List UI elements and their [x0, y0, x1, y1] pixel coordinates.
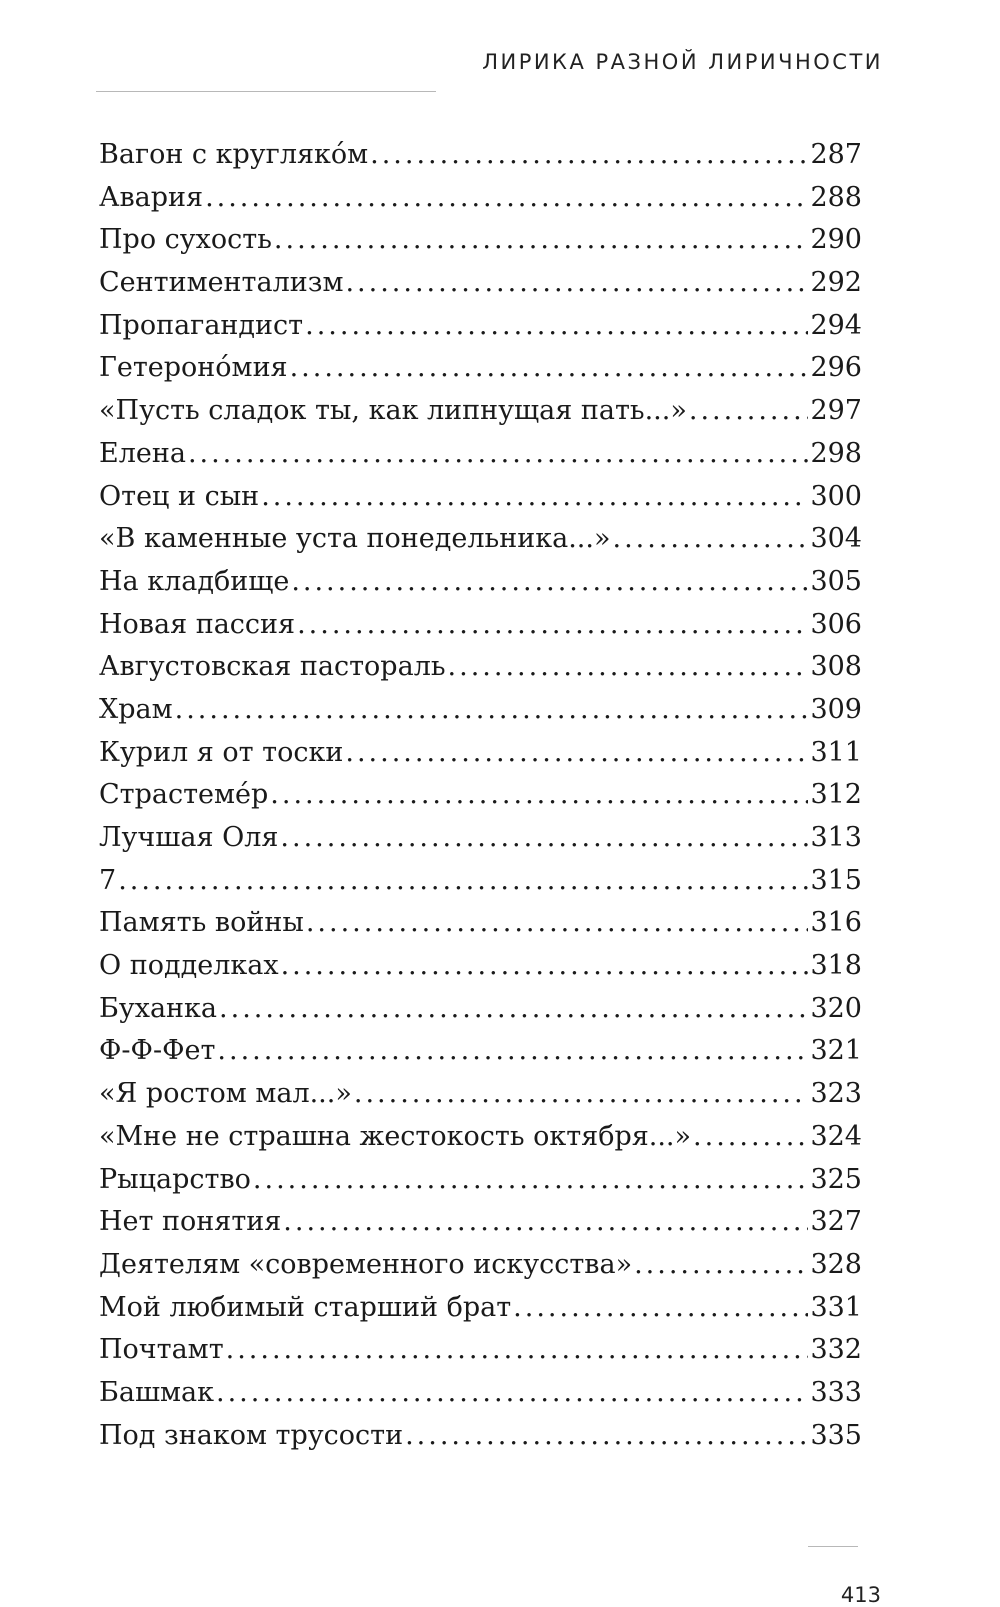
toc-entry: [99, 907, 862, 950]
dot-leader: [345, 737, 808, 768]
toc-entry-title: Под знаком трусости: [99, 1419, 404, 1451]
dot-leader: [216, 1377, 808, 1408]
toc-entry-title: Храм: [99, 693, 173, 725]
page-number: 413: [840, 1583, 881, 1607]
toc-entry: [99, 1206, 862, 1249]
toc-entry-title: «Пусть сладок ты, как липнущая пать...»: [99, 395, 687, 427]
toc-entry: [99, 737, 862, 780]
dot-leader: [689, 395, 809, 426]
toc-entry: [99, 395, 862, 438]
toc-entry-title: Елена: [99, 437, 186, 469]
dot-leader: [219, 993, 808, 1024]
toc-entry: [99, 352, 862, 395]
dot-leader: [118, 865, 808, 896]
toc-entry-title: Рыцарство: [99, 1163, 251, 1195]
toc-entry-title: Память войны: [99, 907, 304, 939]
dot-leader: [370, 139, 808, 170]
toc-entry-title: «Мне не страшна жестокость октября...»: [99, 1120, 692, 1152]
dot-leader: [513, 1292, 808, 1323]
toc-entry: [99, 694, 862, 737]
toc-entry-page: 325: [810, 1163, 862, 1195]
toc-entry-page: 290: [810, 224, 862, 256]
toc-entry-page: 327: [810, 1206, 862, 1238]
toc-entry-page: 316: [810, 907, 862, 939]
toc-entry: [99, 822, 862, 865]
dot-leader: [306, 907, 809, 938]
toc-entry-page: 328: [810, 1248, 862, 1280]
dot-leader: [175, 694, 809, 725]
dot-leader: [280, 822, 808, 853]
toc-entry: [99, 1292, 862, 1335]
toc-entry-page: 288: [810, 181, 862, 213]
toc-entry-page: 315: [810, 864, 862, 896]
dot-leader: [261, 481, 808, 512]
toc-entry-page: 297: [810, 395, 862, 427]
toc-entry-page: 324: [810, 1120, 862, 1152]
toc-entry-page: 306: [810, 608, 862, 640]
toc-entry-title: 7: [99, 864, 117, 896]
toc-entry-title: Деятелям «современного искусства»: [99, 1248, 633, 1280]
toc-entry: [99, 651, 862, 694]
toc-entry-title: Вагон с кругляко́м: [99, 139, 369, 170]
toc-entry: [99, 310, 862, 353]
toc-entry: [99, 224, 862, 267]
toc-entry: [99, 1121, 862, 1164]
toc-entry-title: Новая пассия: [99, 608, 296, 640]
toc-entry: [99, 950, 862, 993]
dot-leader: [283, 1206, 808, 1237]
toc-entry-page: 318: [810, 950, 862, 982]
dot-leader: [297, 609, 808, 640]
dot-leader: [634, 1249, 808, 1280]
toc-entry: [99, 865, 862, 908]
toc-entry-page: 335: [810, 1419, 862, 1451]
toc-entry-page: 296: [810, 352, 862, 384]
dot-leader: [354, 1078, 809, 1109]
running-head: ЛИРИКА РАЗНОЙ ЛИРИЧНОСТИ: [482, 50, 883, 74]
dot-leader: [188, 438, 809, 469]
toc-entry-page: 311: [810, 736, 862, 768]
toc-entry-title: На кладбище: [99, 565, 290, 597]
toc-entry-title: Пропагандист: [99, 309, 304, 341]
toc-entry-title: Мой любимый старший брат: [99, 1291, 512, 1323]
toc-entry-title: Ф-Ф-Фет: [99, 1035, 216, 1067]
toc-entry: [99, 779, 862, 822]
toc-entry-page: 321: [810, 1035, 862, 1067]
toc-entry-page: 313: [810, 822, 862, 853]
toc-entry-title: «Я ростом мал...»: [99, 1078, 352, 1110]
toc-entry-page: 333: [810, 1376, 862, 1408]
toc-entry: [99, 1249, 862, 1292]
dot-leader: [281, 950, 809, 981]
header-rule: [96, 91, 436, 92]
toc-entry-title: Башмак: [99, 1376, 215, 1408]
dot-leader: [345, 267, 808, 298]
toc-entry-title: Нет понятия: [99, 1206, 282, 1238]
toc-entry-page: 298: [810, 437, 862, 469]
toc-entry-page: 323: [810, 1078, 862, 1110]
dot-leader: [448, 651, 809, 682]
toc-entry-page: 304: [810, 523, 862, 555]
footer-rule: [808, 1546, 858, 1547]
dot-leader: [693, 1121, 808, 1152]
toc-entry-title: Гетероно́мия: [99, 352, 288, 384]
toc-entry-title: Страстеме́р: [99, 779, 269, 811]
dot-leader: [226, 1334, 809, 1365]
toc-entry: [99, 993, 862, 1036]
toc-entry: [99, 1164, 862, 1207]
toc-entry-title: Про сухость: [99, 224, 272, 256]
dot-leader: [291, 566, 808, 597]
toc-entry-page: 294: [810, 309, 862, 341]
dot-leader: [274, 224, 809, 255]
dot-leader: [205, 182, 808, 213]
toc-entry-title: О подделках: [99, 950, 279, 982]
toc-entry-page: 305: [810, 565, 862, 597]
dot-leader: [217, 1035, 808, 1066]
toc-entry-title: Отец и сын: [99, 480, 260, 512]
toc-entry: [99, 1334, 862, 1377]
toc-entry: [99, 609, 862, 652]
toc-entry: [99, 1078, 862, 1121]
toc-entry: [99, 1377, 862, 1420]
toc-entry: [99, 566, 862, 609]
toc-entry: [99, 182, 862, 225]
toc-entry-title: Лучшая Оля: [99, 822, 279, 853]
toc-entry-title: «В каменные уста понедельника...»: [99, 523, 611, 555]
dot-leader: [612, 523, 808, 554]
toc-entry-title: Сентиментализм: [99, 267, 344, 299]
toc-entry-page: 309: [810, 693, 862, 725]
table-of-contents: [99, 139, 862, 1462]
toc-entry-page: 331: [810, 1291, 862, 1323]
toc-entry: [99, 523, 862, 566]
toc-entry-page: 320: [810, 992, 862, 1024]
dot-leader: [253, 1164, 809, 1195]
dot-leader: [305, 310, 808, 341]
toc-entry-title: Курил я от тоски: [99, 736, 344, 768]
toc-entry: [99, 438, 862, 481]
toc-entry: [99, 139, 862, 182]
toc-entry: [99, 1035, 862, 1078]
dot-leader: [290, 352, 809, 383]
toc-entry-title: Буханка: [99, 992, 218, 1024]
toc-entry: [99, 1420, 862, 1463]
toc-entry-page: 312: [810, 779, 862, 811]
dot-leader: [270, 779, 808, 810]
toc-entry-page: 300: [810, 480, 862, 512]
toc-entry-title: Авария: [99, 181, 204, 213]
toc-entry-title: Почтамт: [99, 1334, 224, 1366]
toc-entry-page: 292: [810, 267, 862, 299]
toc-entry-title: Августовская пастораль: [99, 651, 446, 683]
toc-entry-page: 308: [810, 651, 862, 683]
toc-entry-page: 332: [810, 1334, 862, 1366]
toc-entry: [99, 481, 862, 524]
dot-leader: [405, 1420, 808, 1451]
toc-entry: [99, 267, 862, 310]
toc-entry-page: 287: [810, 139, 862, 170]
